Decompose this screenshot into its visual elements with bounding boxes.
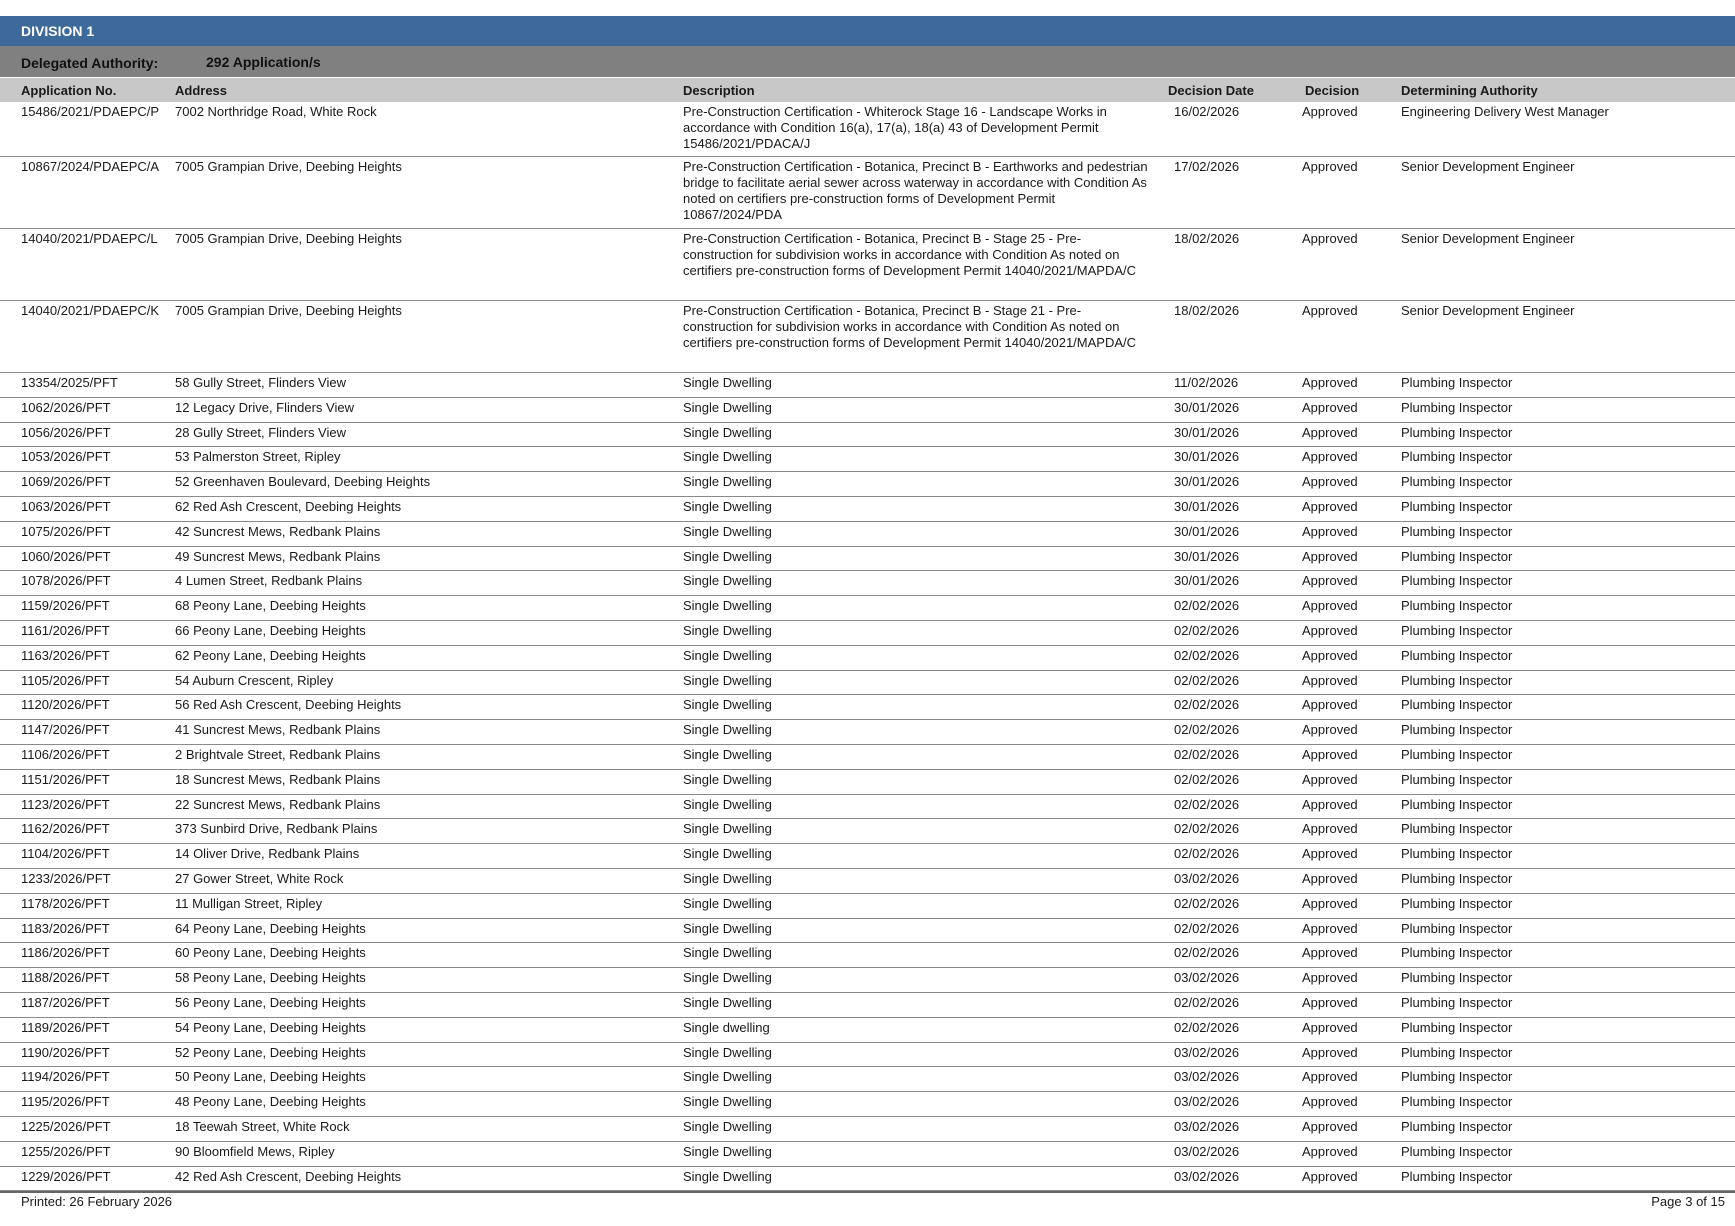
cell-decision-date: 30/01/2026 bbox=[1174, 424, 1240, 440]
cell-description: Single Dwelling bbox=[683, 895, 772, 911]
cell-decision-date: 30/01/2026 bbox=[1174, 548, 1240, 564]
cell-description: Single Dwelling bbox=[683, 622, 772, 638]
cell-address: 52 Peony Lane, Deebing Heights bbox=[175, 1044, 366, 1060]
table-row bbox=[0, 993, 1735, 1018]
table-row bbox=[0, 1018, 1735, 1043]
cell-decision-date: 02/02/2026 bbox=[1174, 920, 1240, 936]
cell-decision-date: 03/02/2026 bbox=[1174, 1069, 1240, 1085]
cell-decision: Approved bbox=[1302, 796, 1358, 812]
cell-decision: Approved bbox=[1302, 104, 1358, 119]
cell-decision: Approved bbox=[1302, 1143, 1358, 1159]
cell-application-no: 1186/2026/PFT bbox=[21, 945, 110, 961]
cell-determining-authority: Senior Development Engineer bbox=[1401, 159, 1575, 174]
cell-address: 58 Gully Street, Flinders View bbox=[175, 375, 346, 390]
cell-description: Single Dwelling bbox=[683, 573, 772, 589]
cell-determining-authority: Plumbing Inspector bbox=[1401, 722, 1513, 738]
table-row bbox=[0, 571, 1735, 596]
cell-decision: Approved bbox=[1302, 1118, 1358, 1134]
cell-application-no: 1104/2026/PFT bbox=[21, 846, 110, 862]
cell-decision: Approved bbox=[1302, 1044, 1358, 1060]
cell-address: 62 Red Ash Crescent, Deebing Heights bbox=[175, 498, 402, 514]
cell-application-no: 1062/2026/PFT bbox=[21, 399, 111, 415]
cell-application-no: 1056/2026/PFT bbox=[21, 424, 111, 440]
cell-application-no: 1255/2026/PFT bbox=[21, 1143, 111, 1159]
cell-application-no: 1162/2026/PFT bbox=[21, 821, 110, 837]
cell-decision-date: 03/02/2026 bbox=[1174, 1143, 1240, 1159]
table-row bbox=[0, 373, 1735, 398]
col-header-address: Address bbox=[175, 83, 228, 98]
cell-decision: Approved bbox=[1302, 1019, 1358, 1035]
table-row bbox=[0, 1117, 1735, 1142]
cell-decision: Approved bbox=[1302, 1094, 1358, 1110]
cell-application-no: 1060/2026/PFT bbox=[21, 548, 111, 564]
cell-decision-date: 03/02/2026 bbox=[1174, 1118, 1240, 1134]
cell-application-no: 1190/2026/PFT bbox=[21, 1044, 110, 1060]
cell-decision: Approved bbox=[1302, 994, 1358, 1010]
table-row bbox=[0, 844, 1735, 869]
table-row bbox=[0, 547, 1735, 572]
cell-description: Single Dwelling bbox=[683, 1143, 772, 1159]
table-row bbox=[0, 621, 1735, 646]
cell-decision-date: 02/02/2026 bbox=[1174, 796, 1240, 812]
cell-application-no: 1105/2026/PFT bbox=[21, 672, 110, 688]
cell-address: 68 Peony Lane, Deebing Heights bbox=[175, 598, 366, 614]
cell-determining-authority: Plumbing Inspector bbox=[1401, 598, 1513, 614]
cell-address: 28 Gully Street, Flinders View bbox=[175, 424, 346, 440]
cell-description: Single Dwelling bbox=[683, 821, 772, 837]
cell-decision: Approved bbox=[1302, 647, 1358, 663]
cell-address: 373 Sunbird Drive, Redbank Plains bbox=[175, 821, 378, 837]
table-row bbox=[0, 919, 1735, 944]
cell-decision: Approved bbox=[1302, 945, 1358, 961]
cell-determining-authority: Plumbing Inspector bbox=[1401, 796, 1513, 812]
cell-decision: Approved bbox=[1302, 870, 1358, 886]
cell-determining-authority: Plumbing Inspector bbox=[1401, 771, 1513, 787]
cell-decision: Approved bbox=[1302, 1069, 1358, 1085]
cell-decision: Approved bbox=[1302, 159, 1358, 174]
cell-description: Pre-Construction Certification - Botanica, Precinct B - Earthworks and pedestrian bridge to facilitate aerial sewer across waterway in accordance with Condition As noted on certifiers pre-construction forms of Development Permit 10867/2024/PDA bbox=[683, 159, 1148, 222]
col-header-determining-authority: Determining Authority bbox=[1401, 83, 1538, 98]
cell-decision: Approved bbox=[1302, 474, 1358, 490]
cell-determining-authority: Plumbing Inspector bbox=[1401, 994, 1513, 1010]
cell-address: 54 Peony Lane, Deebing Heights bbox=[175, 1019, 366, 1035]
col-header-decision-date: Decision Date bbox=[1168, 83, 1254, 98]
cell-address: 2 Brightvale Street, Redbank Plains bbox=[175, 746, 381, 762]
cell-address: 11 Mulligan Street, Ripley bbox=[175, 895, 323, 911]
cell-decision: Approved bbox=[1302, 375, 1358, 390]
cell-address: 52 Greenhaven Boulevard, Deebing Heights bbox=[175, 474, 431, 490]
cell-description: Single Dwelling bbox=[683, 598, 772, 614]
footer-divider bbox=[0, 1191, 1735, 1193]
cell-decision-date: 02/02/2026 bbox=[1174, 746, 1240, 762]
table-row bbox=[0, 646, 1735, 671]
cell-determining-authority: Plumbing Inspector bbox=[1401, 1044, 1513, 1060]
cell-determining-authority: Plumbing Inspector bbox=[1401, 870, 1513, 886]
cell-application-no: 1161/2026/PFT bbox=[21, 622, 110, 638]
cell-description: Pre-Construction Certification - Botanica, Precinct B - Stage 21 - Pre-construction for subdivision works in accordance with Condition As noted on certifiers pre-construction forms of Development Permit 14040/2021/MAPDA/C bbox=[683, 303, 1137, 350]
cell-description: Single Dwelling bbox=[683, 548, 772, 564]
cell-decision-date: 03/02/2026 bbox=[1174, 1044, 1240, 1060]
cell-determining-authority: Plumbing Inspector bbox=[1401, 970, 1513, 986]
cell-application-no: 1053/2026/PFT bbox=[21, 449, 111, 465]
cell-application-no: 14040/2021/PDAEPC/L bbox=[21, 231, 158, 246]
table-row bbox=[0, 1043, 1735, 1068]
cell-address: 64 Peony Lane, Deebing Heights bbox=[175, 920, 366, 936]
cell-determining-authority: Plumbing Inspector bbox=[1401, 424, 1513, 440]
cell-description: Single Dwelling bbox=[683, 1069, 772, 1085]
cell-application-no: 1194/2026/PFT bbox=[21, 1069, 110, 1085]
cell-description: Single Dwelling bbox=[683, 424, 772, 440]
division-header bbox=[0, 16, 1735, 46]
table-row bbox=[0, 472, 1735, 497]
cell-description: Single Dwelling bbox=[683, 498, 772, 514]
cell-determining-authority: Plumbing Inspector bbox=[1401, 1069, 1513, 1085]
cell-decision-date: 30/01/2026 bbox=[1174, 573, 1240, 589]
table-row bbox=[0, 869, 1735, 894]
cell-decision: Approved bbox=[1302, 672, 1358, 688]
cell-decision: Approved bbox=[1302, 846, 1358, 862]
table-row bbox=[0, 1067, 1735, 1092]
cell-application-no: 14040/2021/PDAEPC/K bbox=[21, 303, 160, 318]
cell-decision: Approved bbox=[1302, 598, 1358, 614]
cell-decision-date: 16/02/2026 bbox=[1174, 104, 1240, 119]
cell-determining-authority: Senior Development Engineer bbox=[1401, 303, 1575, 318]
cell-determining-authority: Plumbing Inspector bbox=[1401, 672, 1513, 688]
cell-determining-authority: Plumbing Inspector bbox=[1401, 498, 1513, 514]
cell-description: Pre-Construction Certification - Botanica, Precinct B - Stage 25 - Pre-construction for subdivision works in accordance with Condition As noted on certifiers pre-construction forms of Development Permit 14040/2021/MAPDA/C bbox=[683, 231, 1137, 278]
cell-decision: Approved bbox=[1302, 449, 1358, 465]
cell-address: 7005 Grampian Drive, Deebing Heights bbox=[175, 159, 402, 174]
cell-description: Single Dwelling bbox=[683, 994, 772, 1010]
cell-decision-date: 30/01/2026 bbox=[1174, 399, 1240, 415]
cell-address: 49 Suncrest Mews, Redbank Plains bbox=[175, 548, 381, 564]
table-row bbox=[0, 894, 1735, 919]
cell-determining-authority: Plumbing Inspector bbox=[1401, 1019, 1513, 1035]
cell-decision: Approved bbox=[1302, 697, 1358, 713]
cell-determining-authority: Plumbing Inspector bbox=[1401, 548, 1513, 564]
cell-description: Single Dwelling bbox=[683, 920, 772, 936]
cell-address: 42 Red Ash Crescent, Deebing Heights bbox=[175, 1168, 402, 1184]
cell-decision: Approved bbox=[1302, 303, 1358, 318]
cell-determining-authority: Plumbing Inspector bbox=[1401, 846, 1513, 862]
page-number: Page 3 of 15 bbox=[1651, 1194, 1725, 1209]
cell-decision-date: 02/02/2026 bbox=[1174, 771, 1240, 787]
cell-application-no: 1069/2026/PFT bbox=[21, 474, 111, 490]
cell-description: Single Dwelling bbox=[683, 449, 772, 465]
cell-decision: Approved bbox=[1302, 1168, 1358, 1184]
cell-decision-date: 02/02/2026 bbox=[1174, 895, 1240, 911]
cell-determining-authority: Plumbing Inspector bbox=[1401, 895, 1513, 911]
cell-decision: Approved bbox=[1302, 523, 1358, 539]
cell-description: Single Dwelling bbox=[683, 771, 772, 787]
cell-address: 66 Peony Lane, Deebing Heights bbox=[175, 622, 366, 638]
table-row bbox=[0, 157, 1735, 229]
cell-decision-date: 02/02/2026 bbox=[1174, 622, 1240, 638]
cell-description: Single Dwelling bbox=[683, 1118, 772, 1134]
cell-application-no: 1188/2026/PFT bbox=[21, 970, 110, 986]
cell-application-no: 1147/2026/PFT bbox=[21, 722, 110, 738]
cell-description: Single Dwelling bbox=[683, 647, 772, 663]
cell-application-no: 1187/2026/PFT bbox=[21, 994, 110, 1010]
table-row bbox=[0, 301, 1735, 373]
cell-decision-date: 03/02/2026 bbox=[1174, 1094, 1240, 1110]
cell-description: Single Dwelling bbox=[683, 697, 772, 713]
col-header-description: Description bbox=[683, 83, 755, 98]
printed-date: Printed: 26 February 2026 bbox=[21, 1194, 173, 1209]
cell-description: Single Dwelling bbox=[683, 375, 772, 390]
cell-description: Single Dwelling bbox=[683, 870, 772, 886]
cell-decision: Approved bbox=[1302, 548, 1358, 564]
cell-decision: Approved bbox=[1302, 920, 1358, 936]
cell-description: Single Dwelling bbox=[683, 523, 772, 539]
table-row bbox=[0, 398, 1735, 423]
cell-decision-date: 30/01/2026 bbox=[1174, 523, 1240, 539]
cell-determining-authority: Plumbing Inspector bbox=[1401, 1143, 1513, 1159]
cell-application-no: 1195/2026/PFT bbox=[21, 1094, 110, 1110]
cell-address: 54 Auburn Crescent, Ripley bbox=[175, 672, 334, 688]
table-row bbox=[0, 1092, 1735, 1117]
cell-application-no: 1229/2026/PFT bbox=[21, 1168, 111, 1184]
cell-description: Single Dwelling bbox=[683, 1044, 772, 1060]
cell-description: Single Dwelling bbox=[683, 945, 772, 961]
cell-application-no: 1123/2026/PFT bbox=[21, 796, 110, 812]
cell-address: 4 Lumen Street, Redbank Plains bbox=[175, 573, 363, 589]
cell-decision-date: 03/02/2026 bbox=[1174, 970, 1240, 986]
cell-address: 18 Teewah Street, White Rock bbox=[175, 1118, 350, 1134]
table-row bbox=[0, 770, 1735, 795]
cell-description: Single Dwelling bbox=[683, 1168, 772, 1184]
cell-determining-authority: Plumbing Inspector bbox=[1401, 821, 1513, 837]
cell-application-no: 1159/2026/PFT bbox=[21, 598, 110, 614]
cell-determining-authority: Plumbing Inspector bbox=[1401, 1094, 1513, 1110]
cell-description: Single Dwelling bbox=[683, 846, 772, 862]
cell-determining-authority: Plumbing Inspector bbox=[1401, 945, 1513, 961]
table-row bbox=[0, 943, 1735, 968]
cell-address: 27 Gower Street, White Rock bbox=[175, 870, 344, 886]
cell-decision: Approved bbox=[1302, 970, 1358, 986]
cell-description: Single Dwelling bbox=[683, 722, 772, 738]
cell-decision-date: 18/02/2026 bbox=[1174, 231, 1240, 246]
table-row bbox=[0, 795, 1735, 820]
cell-address: 58 Peony Lane, Deebing Heights bbox=[175, 970, 366, 986]
cell-address: 48 Peony Lane, Deebing Heights bbox=[175, 1094, 366, 1110]
cell-determining-authority: Engineering Delivery West Manager bbox=[1401, 104, 1609, 119]
table-row bbox=[0, 819, 1735, 844]
cell-determining-authority: Senior Development Engineer bbox=[1401, 231, 1575, 246]
cell-determining-authority: Plumbing Inspector bbox=[1401, 647, 1513, 663]
col-header-decision: Decision bbox=[1305, 83, 1360, 98]
cell-address: 53 Palmerston Street, Ripley bbox=[175, 449, 341, 465]
authority-label: Delegated Authority: bbox=[21, 55, 159, 71]
table-row bbox=[0, 1167, 1735, 1192]
cell-address: 41 Suncrest Mews, Redbank Plains bbox=[175, 722, 381, 738]
table-row bbox=[0, 102, 1735, 157]
col-header-application-no: Application No. bbox=[21, 83, 117, 98]
table-row bbox=[0, 447, 1735, 472]
cell-description: Single Dwelling bbox=[683, 399, 772, 415]
cell-description: Single Dwelling bbox=[683, 970, 772, 986]
cell-decision-date: 02/02/2026 bbox=[1174, 846, 1240, 862]
table-row bbox=[0, 720, 1735, 745]
cell-determining-authority: Plumbing Inspector bbox=[1401, 697, 1513, 713]
cell-application-no: 1163/2026/PFT bbox=[21, 647, 110, 663]
table-row bbox=[0, 522, 1735, 547]
cell-determining-authority: Plumbing Inspector bbox=[1401, 523, 1513, 539]
cell-decision-date: 02/02/2026 bbox=[1174, 945, 1240, 961]
cell-determining-authority: Plumbing Inspector bbox=[1401, 399, 1513, 415]
cell-determining-authority: Plumbing Inspector bbox=[1401, 1118, 1513, 1134]
table-header bbox=[0, 78, 1735, 102]
cell-description: Single Dwelling bbox=[683, 474, 772, 490]
cell-decision: Approved bbox=[1302, 573, 1358, 589]
cell-address: 7002 Northridge Road, White Rock bbox=[175, 104, 377, 119]
cell-application-no: 1183/2026/PFT bbox=[21, 920, 110, 936]
cell-decision: Approved bbox=[1302, 622, 1358, 638]
cell-application-no: 1075/2026/PFT bbox=[21, 523, 111, 539]
cell-decision-date: 30/01/2026 bbox=[1174, 474, 1240, 490]
cell-address: 60 Peony Lane, Deebing Heights bbox=[175, 945, 366, 961]
cell-application-no: 13354/2025/PFT bbox=[21, 375, 118, 390]
cell-determining-authority: Plumbing Inspector bbox=[1401, 573, 1513, 589]
table-row bbox=[0, 229, 1735, 301]
cell-decision: Approved bbox=[1302, 895, 1358, 911]
cell-description: Single Dwelling bbox=[683, 672, 772, 688]
cell-decision: Approved bbox=[1302, 722, 1358, 738]
cell-description: Single dwelling bbox=[683, 1019, 770, 1035]
cell-address: 50 Peony Lane, Deebing Heights bbox=[175, 1069, 366, 1085]
cell-decision-date: 02/02/2026 bbox=[1174, 1019, 1240, 1035]
cell-description: Single Dwelling bbox=[683, 796, 772, 812]
cell-decision: Approved bbox=[1302, 821, 1358, 837]
cell-decision-date: 02/02/2026 bbox=[1174, 647, 1240, 663]
cell-address: 18 Suncrest Mews, Redbank Plains bbox=[175, 771, 381, 787]
cell-decision: Approved bbox=[1302, 231, 1358, 246]
cell-decision-date: 02/02/2026 bbox=[1174, 994, 1240, 1010]
cell-decision-date: 11/02/2026 bbox=[1174, 375, 1239, 390]
cell-application-no: 1189/2026/PFT bbox=[21, 1019, 110, 1035]
cell-application-no: 1151/2026/PFT bbox=[21, 771, 110, 787]
cell-determining-authority: Plumbing Inspector bbox=[1401, 449, 1513, 465]
application-count: 292 Application/s bbox=[206, 54, 321, 70]
cell-address: 12 Legacy Drive, Flinders View bbox=[175, 399, 354, 415]
cell-determining-authority: Plumbing Inspector bbox=[1401, 375, 1513, 390]
cell-application-no: 10867/2024/PDAEPC/A bbox=[21, 159, 160, 174]
table-row bbox=[0, 423, 1735, 448]
table-row bbox=[0, 671, 1735, 696]
table-row bbox=[0, 497, 1735, 522]
cell-description: Single Dwelling bbox=[683, 746, 772, 762]
table-row bbox=[0, 745, 1735, 770]
cell-address: 22 Suncrest Mews, Redbank Plains bbox=[175, 796, 381, 812]
table-row bbox=[0, 695, 1735, 720]
cell-address: 62 Peony Lane, Deebing Heights bbox=[175, 647, 366, 663]
cell-determining-authority: Plumbing Inspector bbox=[1401, 920, 1513, 936]
cell-decision: Approved bbox=[1302, 424, 1358, 440]
table-row bbox=[0, 1142, 1735, 1167]
cell-application-no: 1063/2026/PFT bbox=[21, 498, 111, 514]
cell-decision: Approved bbox=[1302, 771, 1358, 787]
cell-decision-date: 30/01/2026 bbox=[1174, 449, 1240, 465]
cell-address: 56 Red Ash Crescent, Deebing Heights bbox=[175, 697, 402, 713]
cell-decision-date: 18/02/2026 bbox=[1174, 303, 1240, 318]
authority-summary-bar bbox=[0, 46, 1735, 77]
cell-decision: Approved bbox=[1302, 746, 1358, 762]
cell-decision-date: 17/02/2026 bbox=[1174, 159, 1240, 174]
cell-address: 42 Suncrest Mews, Redbank Plains bbox=[175, 523, 381, 539]
cell-decision-date: 03/02/2026 bbox=[1174, 1168, 1240, 1184]
cell-decision: Approved bbox=[1302, 498, 1358, 514]
cell-determining-authority: Plumbing Inspector bbox=[1401, 622, 1513, 638]
cell-decision-date: 30/01/2026 bbox=[1174, 498, 1240, 514]
cell-description: Pre-Construction Certification - Whiterock Stage 16 - Landscape Works in accordance with Condition 16(a), 17(a), 18(a) 43 of Development Permit 15486/2021/PDACA/J bbox=[683, 104, 1107, 151]
cell-decision-date: 03/02/2026 bbox=[1174, 870, 1240, 886]
cell-description: Single Dwelling bbox=[683, 1094, 772, 1110]
cell-determining-authority: Plumbing Inspector bbox=[1401, 746, 1513, 762]
applications-table bbox=[0, 102, 1735, 1191]
cell-application-no: 1106/2026/PFT bbox=[21, 746, 110, 762]
cell-application-no: 1225/2026/PFT bbox=[21, 1118, 111, 1134]
cell-decision-date: 02/02/2026 bbox=[1174, 722, 1240, 738]
table-row bbox=[0, 596, 1735, 621]
table-row bbox=[0, 968, 1735, 993]
division-title: DIVISION 1 bbox=[21, 23, 95, 39]
cell-decision-date: 02/02/2026 bbox=[1174, 697, 1240, 713]
cell-application-no: 1120/2026/PFT bbox=[21, 697, 110, 713]
cell-address: 56 Peony Lane, Deebing Heights bbox=[175, 994, 366, 1010]
cell-decision-date: 02/02/2026 bbox=[1174, 672, 1240, 688]
cell-application-no: 1078/2026/PFT bbox=[21, 573, 111, 589]
cell-address: 7005 Grampian Drive, Deebing Heights bbox=[175, 303, 402, 318]
cell-application-no: 15486/2021/PDAEPC/P bbox=[21, 104, 160, 119]
cell-determining-authority: Plumbing Inspector bbox=[1401, 1168, 1513, 1184]
cell-decision-date: 02/02/2026 bbox=[1174, 821, 1240, 837]
cell-address: 90 Bloomfield Mews, Ripley bbox=[175, 1143, 335, 1159]
cell-address: 14 Oliver Drive, Redbank Plains bbox=[175, 846, 360, 862]
cell-decision: Approved bbox=[1302, 399, 1358, 415]
cell-decision-date: 02/02/2026 bbox=[1174, 598, 1240, 614]
cell-address: 7005 Grampian Drive, Deebing Heights bbox=[175, 231, 402, 246]
cell-application-no: 1233/2026/PFT bbox=[21, 870, 111, 886]
cell-application-no: 1178/2026/PFT bbox=[21, 895, 110, 911]
cell-determining-authority: Plumbing Inspector bbox=[1401, 474, 1513, 490]
